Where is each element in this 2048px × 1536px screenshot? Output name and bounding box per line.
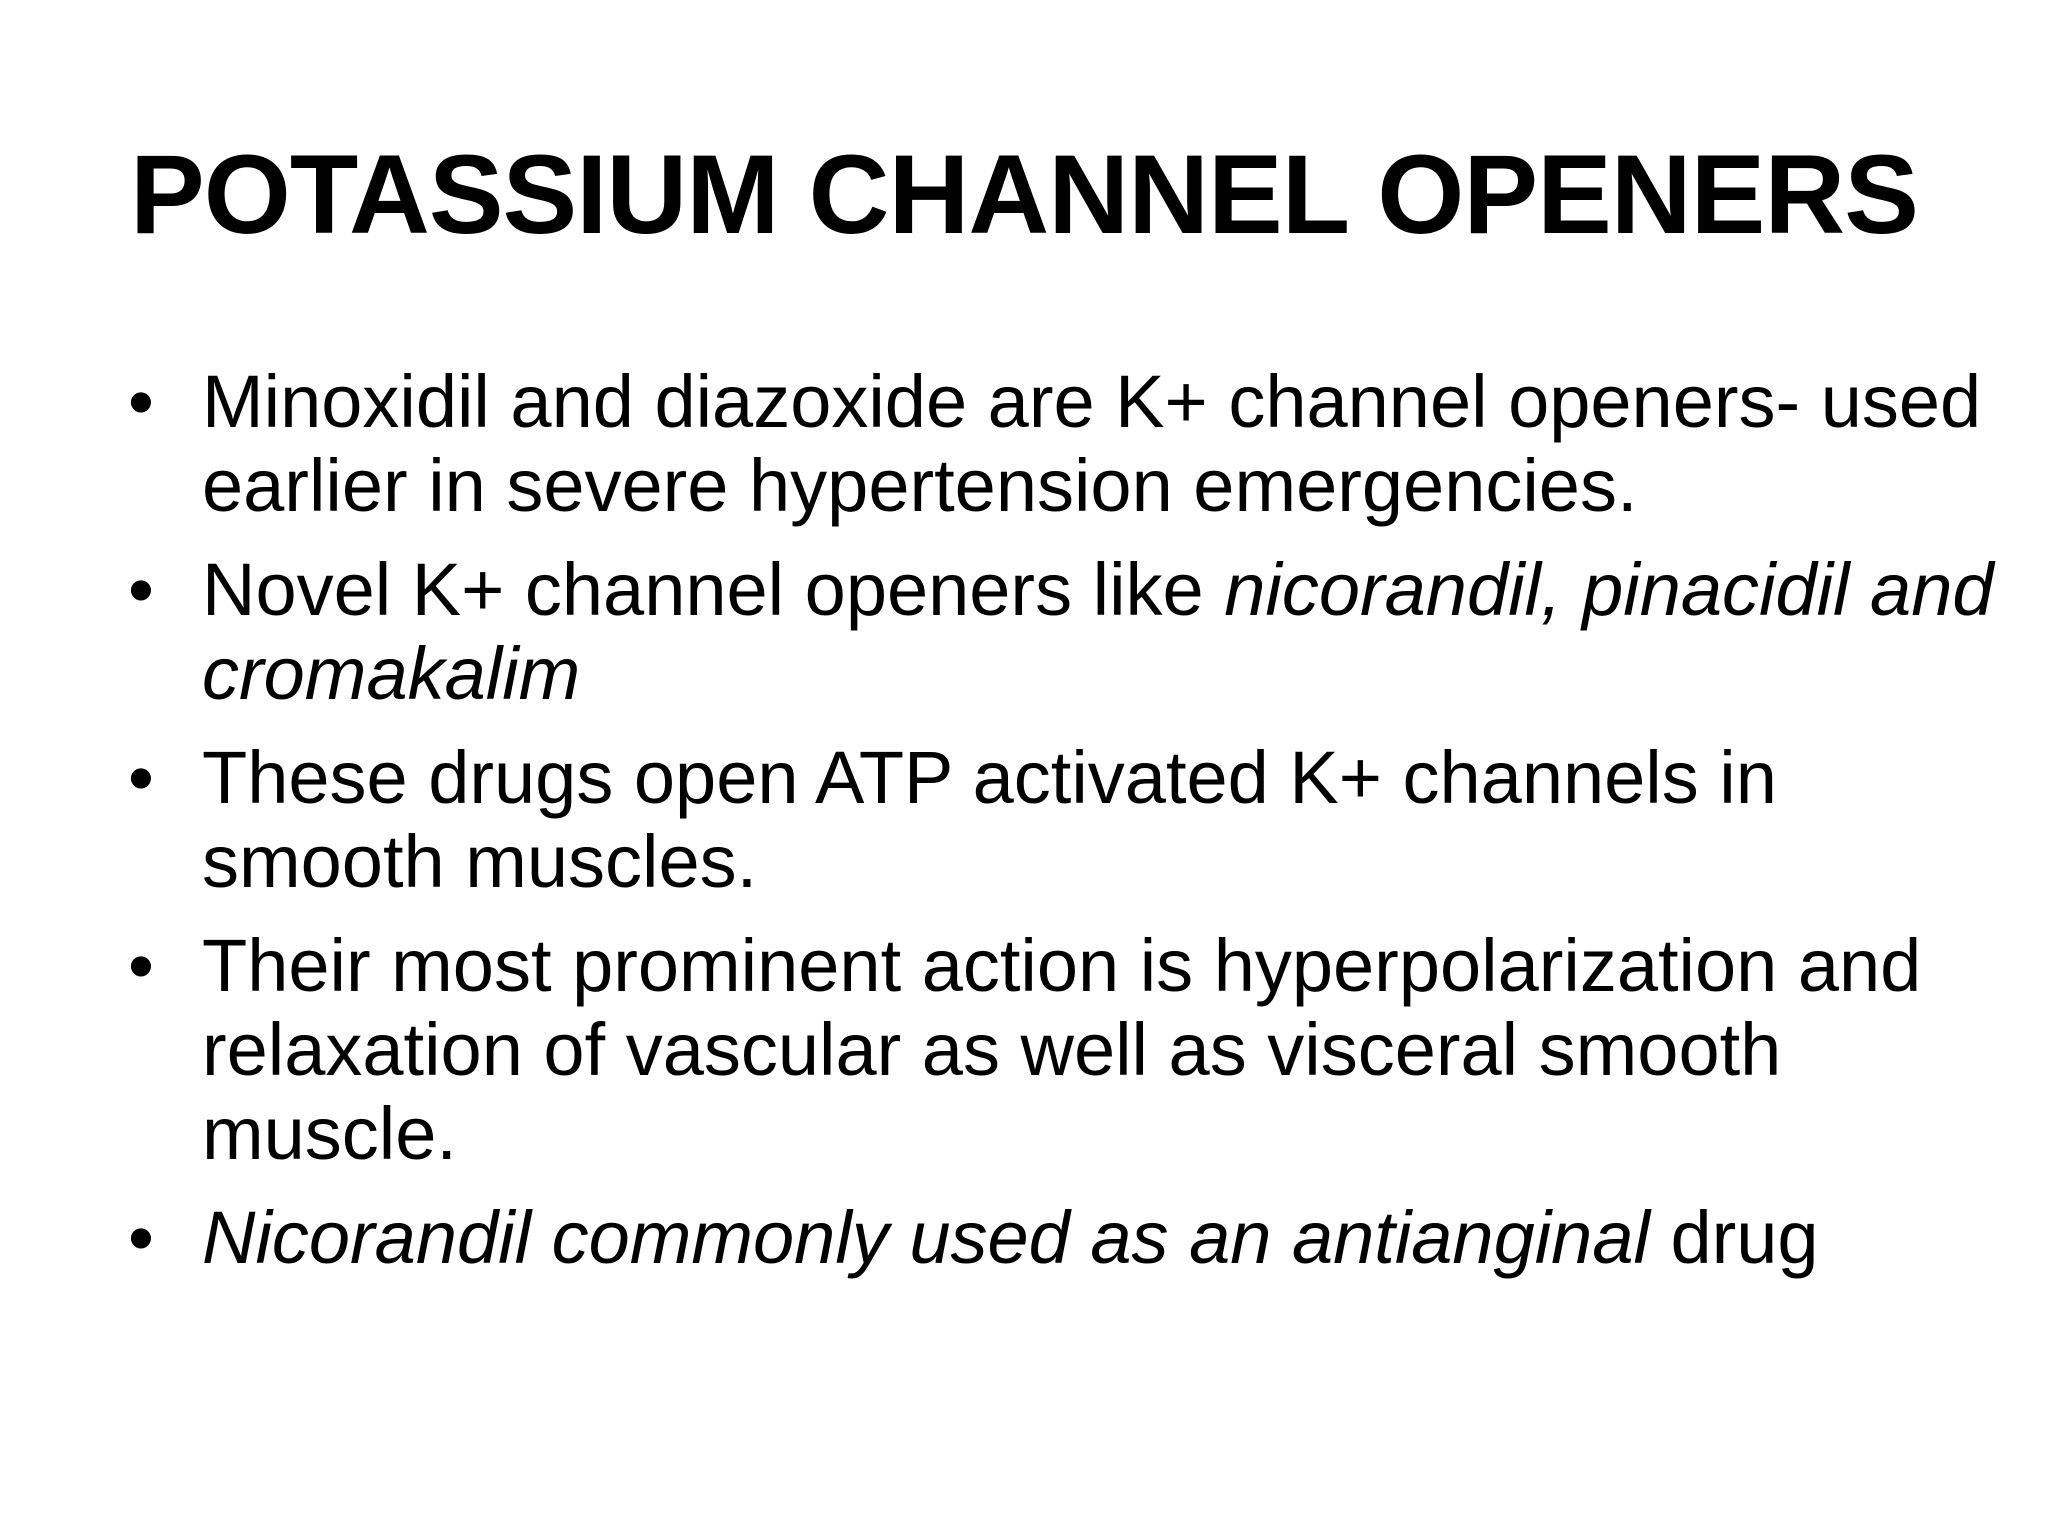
bullet-segment: drug: [1649, 1196, 1819, 1279]
bullet-segment-italic: Nicorandil commonly used as an antianginal: [202, 1196, 1650, 1279]
bullet-dot-icon: •: [128, 736, 154, 819]
slide-title: POTASSIUM CHANNEL OPENERS: [130, 132, 1918, 257]
bullet-dot-icon: •: [128, 548, 154, 631]
bullet-item: [120, 924, 2000, 1176]
bullet-segment: These drugs open ATP activated K+ channels in smooth muscles.: [202, 736, 1777, 903]
bullet-text: [202, 360, 2000, 528]
bullet-item: [120, 736, 2000, 904]
bullet-segment: Novel K+ channel openers like: [202, 548, 1225, 631]
bullet-text: [202, 924, 2000, 1176]
bullet-list: [120, 360, 2000, 1300]
bullet-dot-icon: •: [128, 1196, 154, 1279]
bullet-item: [120, 360, 2000, 528]
bullet-segment-italic: nicorandil, pinacidil and cromakalim: [202, 548, 1994, 715]
bullet-dot-icon: •: [128, 924, 154, 1007]
bullet-item: [120, 1196, 2000, 1280]
bullet-dot-icon: •: [128, 360, 154, 443]
bullet-text: [202, 736, 2000, 904]
bullet-segment: Minoxidil and diazoxide are K+ channel openers- used earlier in severe hypertension emergencies.: [202, 360, 1982, 527]
bullet-text: [202, 548, 2000, 716]
bullet-segment: Their most prominent action is hyperpolarization and relaxation of vascular as well as visceral smooth muscle.: [202, 924, 1922, 1175]
bullet-text: [202, 1196, 2000, 1280]
bullet-item: [120, 548, 2000, 716]
